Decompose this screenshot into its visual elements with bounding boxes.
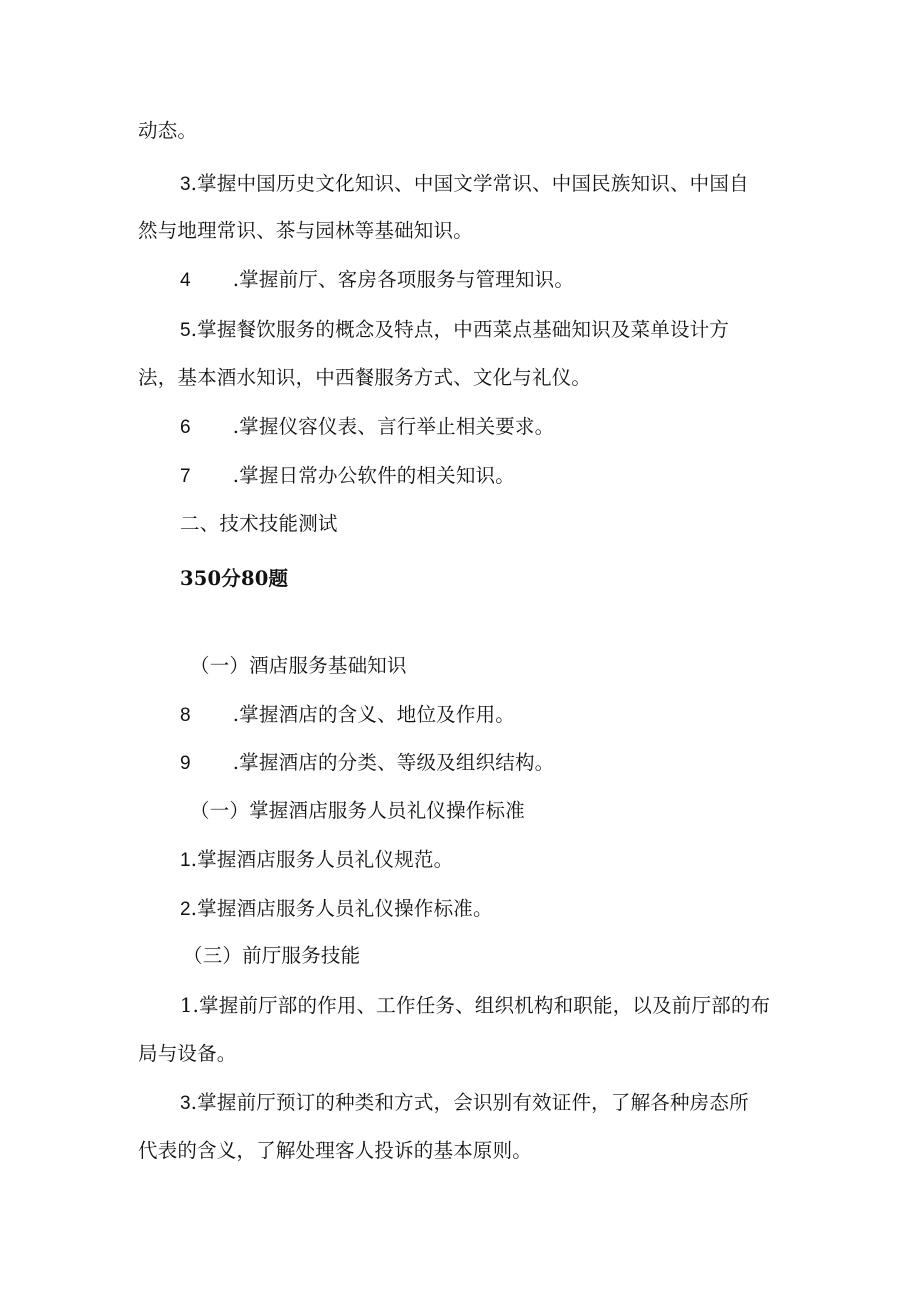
line-text: 局与设备。 — [138, 1042, 237, 1065]
list-item-3-history — [180, 171, 749, 198]
line-text: .掌握酒店服务人员礼仪操作标准。 — [190, 897, 493, 920]
item-number: 5 — [180, 320, 191, 341]
line-text: .掌握前厅、客房各项服务与管理知识。 — [232, 268, 575, 291]
line-text: .掌握中国历史文化知识、中国文学常识、中国民族知识、中国自 — [190, 172, 749, 195]
list-item-5-catering — [180, 317, 729, 344]
item-number: 2 — [180, 899, 191, 920]
line-text: .掌握酒店服务人员礼仪规范。 — [190, 848, 454, 871]
list-item-1-etiquette — [180, 847, 453, 874]
score-line — [180, 566, 288, 592]
line-text: 350分80题 — [180, 567, 289, 590]
section-heading — [180, 511, 338, 537]
item-number: 3 — [180, 174, 191, 195]
line-text: 1.掌握前厅部的作用、工作任务、组织机构和职能，以及前厅部的布 — [180, 994, 771, 1017]
item-number: 8 — [180, 705, 191, 726]
list-item-8-hotel-meaning — [180, 702, 515, 729]
line-text: .掌握酒店的含义、地位及作用。 — [232, 703, 515, 726]
line-text: （三）前厅服务技能 — [183, 944, 361, 967]
line-text: .掌握仪容仪表、言行举止相关要求。 — [232, 415, 555, 438]
line-text: .掌握日常办公软件的相关知识。 — [232, 464, 515, 487]
subsection-heading — [183, 943, 360, 969]
list-item-9-hotel-classification — [180, 750, 554, 777]
text-line-continuation — [138, 365, 591, 391]
list-item-6-appearance — [180, 414, 554, 441]
line-text: 动态。 — [138, 119, 198, 142]
item-number: 4 — [180, 270, 191, 291]
line-text: .掌握前厅预订的种类和方式，会识别有效证件，了解各种房态所 — [190, 1091, 749, 1114]
line-text: .掌握酒店的分类、等级及组织结构。 — [232, 751, 555, 774]
list-item-3-reservation — [180, 1090, 749, 1117]
line-text: （一）酒店服务基础知识 — [190, 654, 407, 677]
line-text: 然与地理常识、茶与园林等基础知识。 — [138, 219, 473, 242]
subsection-heading — [190, 653, 407, 679]
line-text: .掌握餐饮服务的概念及特点，中西菜点基础知识及菜单设计方 — [190, 318, 730, 341]
item-number: 6 — [180, 417, 191, 438]
text-line-continuation — [138, 118, 197, 144]
list-item-2-etiquette-standard — [180, 896, 493, 923]
text-line-continuation — [138, 218, 473, 244]
line-text: 二、技术技能测试 — [180, 512, 338, 535]
text-line-continuation — [138, 1138, 532, 1164]
list-item-7-office-software — [180, 463, 515, 490]
line-text: 代表的含义，了解处理客人投诉的基本原则。 — [138, 1139, 533, 1162]
item-number: 7 — [180, 466, 191, 487]
item-number: 1 — [180, 850, 191, 871]
item-number: 3 — [180, 1093, 191, 1114]
item-number: 9 — [180, 753, 191, 774]
subsection-heading — [190, 798, 525, 824]
list-item-4-front-office — [180, 267, 574, 294]
list-item-1-front-office-role — [180, 993, 770, 1019]
line-text: （一）掌握酒店服务人员礼仪操作标准 — [190, 799, 525, 822]
line-text: 法，基本酒水知识，中西餐服务方式、文化与礼仪。 — [138, 366, 592, 389]
text-line-continuation — [138, 1041, 237, 1067]
